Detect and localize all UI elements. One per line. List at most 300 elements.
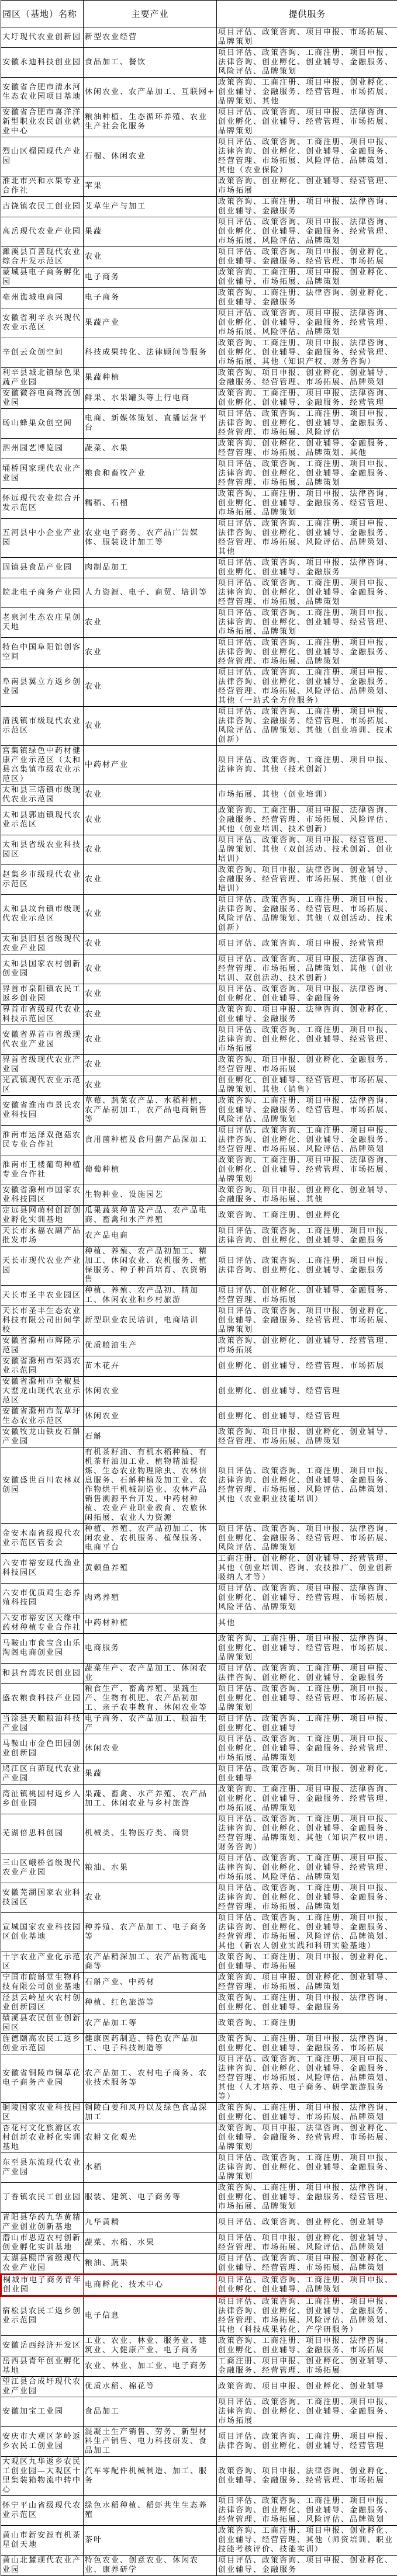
cell-main-industry: 电商服务 — [84, 1634, 217, 1664]
cell-services: 项目评估、政策咨询、项目申报、经营管理 — [217, 934, 397, 954]
cell-services: 项目评估、政策咨询、项目申报、法律咨询、创业孵化、金融服务、经营管理、市场拓展、风险评估、品牌策划 — [217, 1524, 397, 1554]
cell-main-industry: 农业 — [84, 668, 217, 707]
cell-main-industry: 粮油、水果 — [84, 1853, 217, 1883]
cell-main-industry: 服装、建筑、电子商务等 — [84, 2183, 217, 2213]
cell-park-name: 太和县省级农业科技园区 — [1, 835, 84, 865]
cell-park-name: 老泉河生态农庄星创天地 — [1, 608, 84, 638]
table-row — [1, 439, 397, 459]
table-row — [1, 288, 397, 308]
table-row — [1, 2556, 397, 2576]
cell-services: 创业孵化、创业辅导、经营管理、市场拓展、品牌策划、其他（销售） — [217, 1075, 397, 1096]
cell-services: 政策咨询、工商注册、项目申报、法律咨询、创业孵化、创业辅导、金融服务、经营管理、市场拓展、品牌策划 — [217, 1785, 397, 1814]
cell-services: 政策咨询、工商注册 — [217, 2013, 397, 2034]
cell-park-name: 定远县网萌村创新创业孵化实训基地 — [1, 1206, 84, 1226]
cell-services: 项目评估、政策咨询、工商注册、项目申报、法律咨询、创业孵化、创业辅导、金融服务、经营管理、品牌策划、其他（知识产权申请、财务咨询） — [217, 1814, 397, 1853]
table-row — [1, 1096, 397, 1126]
cell-park-name: 盛农粮食科技产业园 — [1, 1684, 84, 1714]
cell-park-name: 太和县郭庙镇现代农业示范区 — [1, 806, 84, 835]
cell-main-industry: 混凝土生产销售、劳务、新型材料生产销售、电力科技研发、食品加工 — [84, 2427, 217, 2457]
table-row — [1, 519, 397, 558]
cell-main-industry: 农业、林业、加工业、电子商务 — [84, 2356, 217, 2377]
table-row — [1, 1613, 397, 1634]
cell-services: 政策咨询、工商注册、项目申报、法律咨询、创业孵化、创业辅导、经营管理、市场拓展、品牌策划 — [217, 1155, 397, 1185]
cell-services: 政策咨询、工商注册、项目申报、法律咨询、创业孵化、创业辅导、金融服务、市场拓展 — [217, 2336, 397, 2356]
cell-main-industry: 农产品加工等 — [84, 2013, 217, 2034]
cell-main-industry: 机械类、生物医疗类、商贸 — [84, 1814, 217, 1853]
table-row — [1, 2254, 397, 2275]
cell-main-industry: 肉鸡养殖 — [84, 1584, 217, 1613]
cell-services: 项目评估、政策咨询、工商注册、项目申报、创业孵化、创业辅导、品牌策划 — [217, 2275, 397, 2296]
cell-services: 项目评估、创业孵化、创业辅导、金融服务、经营管理、市场拓展 — [217, 1286, 397, 1306]
cell-services: 政策咨询、项目申报、创业孵化、创业辅导、经营管理、市场拓展、品牌策划 — [217, 1973, 397, 1993]
cell-park-name: 淮北市兴和水果专业合作社 — [1, 176, 84, 197]
cell-main-industry: 农产品精深加工、农产品物流电商等 — [84, 1952, 217, 1973]
cell-services: 其他 — [217, 1613, 397, 1634]
table-row — [1, 2103, 397, 2123]
cell-park-name: 安徽省合肥市清水河生态农业园项目基地 — [1, 78, 84, 107]
cell-main-industry: 种养殖、农产品加工、电子商务等 — [84, 1913, 217, 1952]
cell-services: 政策咨询、工商注册、项目申报、创业孵化、创业辅导、经营管理、其他（师资培训、职业技能考核评价、技能实训） — [217, 2526, 397, 2556]
cell-services: 项目评估、政策咨询、工商注册、项目申报、法律咨询、创业孵化、创业辅导、金融服务、经营管理、市场拓展、风险评估 — [217, 409, 397, 439]
cell-services: 政策咨询、工商注册、法律咨询、创业孵化、创业辅导、金融服务 — [217, 288, 397, 308]
table-row — [1, 1025, 397, 1055]
table-row — [1, 1524, 397, 1554]
cell-park-name: 安徽盛世百川农林双创园 — [1, 1447, 84, 1524]
table-row — [1, 1447, 397, 1524]
cell-park-name: 安徽牧龙山铁皮石斛产业园 — [1, 1427, 84, 1447]
cell-park-name: 阜南县翼立方返乡创业园 — [1, 668, 84, 707]
cell-park-name: 和县台湾农民创业园 — [1, 1664, 84, 1684]
cell-park-name: 界首市泉阳镇农民工返乡创业园 — [1, 984, 84, 1005]
cell-services: 项目评估、政策咨询、工商注册、项目申报、法律咨询、创业孵化、创业辅导、金融服务、经营管理、市场拓展、风险评估、品牌策划、其他（科技成果转化、产学研服务） — [217, 2296, 397, 2336]
table-body — [1, 27, 397, 2576]
cell-services: 政策咨询、工商注册、项目申报、法律咨询、创业孵化、创业辅导、金融服务 — [217, 1993, 397, 2013]
table-row — [1, 668, 397, 707]
cell-main-industry: 种植、养殖、农产品初、精加工、休闲农业和乡村旅游 — [84, 1286, 217, 1306]
cell-services: 项目评估、政策咨询、项目申报、法律咨询、创业孵化、创业辅导、金融服务 — [217, 558, 397, 578]
cell-park-name: 辛创云众创空间 — [1, 338, 84, 368]
table-row — [1, 1684, 397, 1714]
cell-services: 创业孵化、创业辅导、经营管理 — [217, 1407, 397, 1427]
table-row — [1, 785, 397, 806]
cell-park-name: 五河县中小企业产业园 — [1, 519, 84, 558]
cell-main-industry: 优质水稻、棉花等 — [84, 2377, 217, 2397]
cell-services: 项目评估、政策咨询、工商注册、项目申报、法律咨询、创业孵化、创业辅导、经营管理 — [217, 2427, 397, 2457]
cell-services: 政策咨询、创业孵化、创业辅导、经营管理、市场拓展 — [217, 1336, 397, 1356]
table-row — [1, 2153, 397, 2183]
cell-main-industry: 蔬菜、水稻、水果 — [84, 2233, 217, 2254]
cell-main-industry: 农业 — [84, 806, 217, 835]
table-row — [1, 1005, 397, 1025]
cell-services: 项目评估、政策咨询、工商注册、项目申报、法律咨询、创业孵化、创业辅导、金融服务 — [217, 1664, 397, 1684]
table-row — [1, 268, 397, 288]
table-row — [1, 746, 397, 785]
table-row — [1, 2296, 397, 2336]
cell-park-name: 安徽省铜陵市铜草花电子商务产业园 — [1, 2054, 84, 2103]
cell-services: 项目评估、政策咨询、项目申报、法律咨询、创业孵化、创业辅导、经营管理、市场拓展、风险评估、品牌策划 — [217, 1584, 397, 1613]
cell-main-industry: 新型职业农民培训，电商培训 — [84, 1306, 217, 1336]
cell-main-industry: 肉制品加工 — [84, 558, 217, 578]
cell-services: 项目评估、政策咨询、工商注册、项目申报、法律咨询、创业孵化、创业辅导、金融服务、经营管理、市场拓展、风险评估、品牌策划、其他（人才培养、电子商务、研学旅游服务等） — [217, 2054, 397, 2103]
cell-main-industry: 石斛产业、中药材 — [84, 1973, 217, 1993]
cell-park-name: 鸠江区白茆现代农业产业园 — [1, 1764, 84, 1785]
cell-main-industry: 新型农业经营 — [84, 27, 217, 48]
table-row — [1, 1952, 397, 1973]
cell-park-name: 金安木南省级现代农业示范区管委会 — [1, 1524, 84, 1554]
table-row — [1, 368, 397, 388]
cell-park-name: 十字农业产业化示范区 — [1, 1952, 84, 1973]
table-row — [1, 2183, 397, 2213]
table-row — [1, 2123, 397, 2153]
table-row — [1, 2427, 397, 2457]
cell-services: 政策咨询、项目申报、创业孵化、创业辅导、经营管理、市场拓展、品牌策划 — [217, 1427, 397, 1447]
cell-services: 政策咨询、工商注册、项目申报、创业孵化、创业辅导、金融服务、经营管理、市场拓展、品牌策划、其他 — [217, 78, 397, 107]
cell-main-industry: 种植、红色旅游等 — [84, 1993, 217, 2013]
cell-services: 政策咨询、项目申报、创业孵化、创业辅导、金融服务、经营管理、市场拓展、品牌策划 — [217, 368, 397, 388]
cell-park-name: 古饶镇农民工创业园 — [1, 197, 84, 217]
cell-park-name: 淮南市王楼葡萄种植专业合作社 — [1, 1155, 84, 1185]
cell-main-industry: 果蔬 — [84, 1764, 217, 1785]
table-row — [1, 1306, 397, 1336]
cell-park-name: 马鞍山市金色田园创业创新园 — [1, 1734, 84, 1764]
table-row — [1, 2526, 397, 2556]
cell-main-industry: 瓜果蔬菜种苗及产品、农产品电商、畜禽和水产养殖 — [84, 1206, 217, 1226]
table-row — [1, 1853, 397, 1883]
cell-services: 项目评估、政策咨询、工商注册、项目申报、法律咨询、其他（技术创新） — [217, 746, 397, 785]
cell-park-name: 铜陵国家农业科技园区 — [1, 2103, 84, 2123]
table-row — [1, 217, 397, 247]
cell-main-industry: 休闲农业 — [84, 1734, 217, 1764]
table-row — [1, 1336, 397, 1356]
table-row — [1, 895, 397, 934]
cell-main-industry: 粮食生产、畜禽养殖、果蔬生产、生物有机肥、农产品初加工、亲子农事教育、休闲农业等 — [84, 1684, 217, 1714]
cell-main-industry: 电子信息 — [84, 2296, 217, 2336]
cell-park-name: 皖北电子商务产业园 — [1, 578, 84, 608]
cell-main-industry: 健康医药制造、特色农产品加工、电子科技制造等 — [84, 2034, 217, 2054]
cell-services: 政策咨询、项目申报、创业孵化、创业辅导 — [217, 2377, 397, 2397]
table-row — [1, 1554, 397, 1584]
table-row — [1, 865, 397, 895]
cell-park-name: 怀远现代农业综合开发示范区 — [1, 489, 84, 519]
table-row — [1, 806, 397, 835]
cell-services: 项目评估、政策咨询、工商注册、项目申报、法律咨询、创业孵化、创业辅导、金融服务、经营管理、市场拓展、品牌策划 — [217, 1883, 397, 1913]
cell-park-name: 桐城市电子商务青年创业园 — [1, 2275, 84, 2296]
table-row-highlighted — [1, 2275, 397, 2296]
cell-services: 政策咨询、工商注册、创业孵化 — [217, 1206, 397, 1226]
cell-park-name: 六安市优质鸡生态养殖科技园 — [1, 1584, 84, 1613]
cell-main-industry: 食用菌种植及食用菌产品深加工 — [84, 1126, 217, 1155]
cell-main-industry: 蔬菜、水果 — [84, 439, 217, 459]
cell-main-industry: 草莓、蔬菜农产品、水稻种植，农产品初加工，农产品电商销售等 — [84, 1096, 217, 1126]
cell-main-industry: 农业 — [84, 934, 217, 954]
cell-services: 项目评估、政策咨询、工商注册、项目申报、创业孵化、创业辅导 — [217, 1714, 397, 1734]
cell-park-name: 潜山市思迈农村创新创业孵化实训基地 — [1, 2233, 84, 2254]
cell-services: 项目评估、政策咨询、项目申报、创业孵化、创业辅导、经营管理、市场拓展、品牌策划 — [217, 2254, 397, 2275]
cell-services: 项目评估、政策咨询、项目申报、法律咨询、创业孵化、创业辅导、金融服务、经营管理、市场拓展、风险评估、品牌策划 — [217, 217, 397, 247]
cell-park-name: 三山区峨桥省级现代农业产业园 — [1, 1853, 84, 1883]
table-row — [1, 388, 397, 409]
cell-services: 政策咨询、工商注册、项目申报、法律咨询、创业孵化、创业辅导、市场拓展、品牌策划 — [217, 2103, 397, 2123]
cell-main-industry: 农业电子商务、农产品广告媒体、服装设计加工等 — [84, 519, 217, 558]
cell-services: 政策咨询、工商注册、项目申报、法律咨询、创业孵化、创业辅导、金融服务、市场拓展 — [217, 2034, 397, 2054]
cell-main-industry: 石斛 — [84, 1427, 217, 1447]
cell-park-name: 安徽省淮南市景氏农业科技园 — [1, 1096, 84, 1126]
cell-park-name: 望江县合成圩现代农业产业园 — [1, 2377, 84, 2397]
cell-main-industry: 果蔬产业 — [84, 308, 217, 338]
cell-park-name: 濉溪县百善现代农业综合开发示范区 — [1, 247, 84, 268]
table-row — [1, 1814, 397, 1853]
column-header-industry: 主要产业 — [84, 1, 217, 27]
table-row — [1, 48, 397, 78]
cell-services: 项目评估、政策咨询、项目申报、创业孵化、创业辅导、金融服务、经营管理、市场拓展 — [217, 247, 397, 268]
table-row — [1, 1734, 397, 1764]
cell-park-name: 宣城国家农业科技园区创业基地 — [1, 1913, 84, 1952]
cell-main-industry: 特色农业、创意农业、休闲农业、康养研学 — [84, 2556, 217, 2576]
table-row — [1, 608, 397, 638]
cell-main-industry: 种植、养殖、农产品初加工、休闲农业、农机服务、植保服务、电商平台 — [84, 1524, 217, 1554]
table-row — [1, 1427, 397, 1447]
cell-park-name: 太湖县熙岸省级现代农业产业园 — [1, 2254, 84, 2275]
cell-services: 项目评估、政策咨询、工商注册、项目申报、法律咨询、创业孵化、创业辅导、金融服务、经营管理、市场拓展、品牌策划 — [217, 459, 397, 489]
cell-main-industry: 农业 — [84, 1005, 217, 1025]
cell-park-name: 旌德颐高农民工返乡创业示范园 — [1, 2034, 84, 2054]
cell-park-name: 天长市现代农业产业园 — [1, 1247, 84, 1286]
cell-park-name: 青阳县华药九华黄精产业创业创新基地 — [1, 2213, 84, 2233]
cell-main-industry: 农业 — [84, 247, 217, 268]
cell-services: 政策咨询、工商注册、项目申报、法律咨询、创业孵化、创业辅导、金融服务、经营管理、市场拓展、其他（知识产权、财务咨询） — [217, 338, 397, 368]
cell-main-industry: 果蔬、畜禽、水产养殖、农产品加工、休闲农业与乡村旅游 — [84, 1785, 217, 1814]
cell-services: 政策咨询、创业孵化、创业辅导、经营管理、市场拓展 — [217, 176, 397, 197]
cell-park-name: 蒙城县电子商务孵化园 — [1, 268, 84, 288]
cell-park-name: 界首市省级现代农业科技示范园区 — [1, 1005, 84, 1025]
cell-services: 创业孵化、创业辅导、经营管理 — [217, 1377, 397, 1407]
table-row — [1, 2013, 397, 2034]
cell-park-name: 泗州园艺博览园 — [1, 439, 84, 459]
cell-main-industry: 中药材种植 — [84, 1613, 217, 1634]
table-row — [1, 2213, 397, 2233]
cell-services: 项目评估、政策咨询、项目申报、市场拓展、品牌策划 — [217, 27, 397, 48]
cell-park-name: 安徽岳西经济开发区 — [1, 2336, 84, 2356]
cell-park-name: 安庆市大观区茅岭返乡农民工创业园 — [1, 2427, 84, 2457]
cell-services: 政策咨询、工商注册、项目申报、法律咨询、创业孵化、创业辅导、经营管理、市场拓展、品牌策划 — [217, 1634, 397, 1664]
cell-main-industry: 石榴、休闲农业 — [84, 137, 217, 176]
cell-park-name: 马鞍山市食宝含山乐淘阁电商创业园 — [1, 1634, 84, 1664]
cell-services: 项目评估、政策咨询、工商注册、项目申报、法律咨询、创业孵化、创业辅导、金融服务、风险评估、品牌策划 — [217, 48, 397, 78]
table-row — [1, 338, 397, 368]
table-row — [1, 1356, 397, 1377]
cell-services: 项目评估、政策咨询、工商注册、项目申报、法律咨询、金融服务、经营管理、市场拓展、风险评估、品牌策划、其他（双创活动、技术创新） — [217, 895, 397, 934]
cell-main-industry: 农业 — [84, 785, 217, 806]
cell-main-industry: 粮油、蔬果 — [84, 2254, 217, 2275]
table-row — [1, 2457, 397, 2496]
cell-main-industry: 食品加工 — [84, 2397, 217, 2427]
table-row — [1, 835, 397, 865]
cell-main-industry: 电商、新媒体策划、直播运营平台 — [84, 409, 217, 439]
cell-park-name: 宿松县农民工返乡创业示范园 — [1, 2296, 84, 2336]
cell-main-industry: 电子商务 — [84, 268, 217, 288]
cell-park-name: 埇桥国家现代农业产业园 — [1, 459, 84, 489]
cell-main-industry: 农业 — [84, 707, 217, 746]
cell-main-industry: 铜陵白姜和凤丹以及绿色食品深加工 — [84, 2103, 217, 2123]
table-row — [1, 1377, 397, 1407]
cell-main-industry: 粮食和畜牧产业 — [84, 459, 217, 489]
cell-park-name: 清浅镇市级现代农业示范区 — [1, 707, 84, 746]
cell-services: 项目评估、政策咨询、工商注册、项目申报、法律咨询、创业孵化、创业辅导、金融服务 — [217, 1247, 397, 1286]
cell-park-name: 大圩现代农业创新园 — [1, 27, 84, 48]
cell-main-industry: 农产品加工、农村电子商务、农业技术服务等 — [84, 2054, 217, 2103]
cell-park-name: 黄山北麓现代农业产业园 — [1, 2556, 84, 2576]
cell-main-industry: 农业 — [84, 895, 217, 934]
cell-services: 项目评估、项目申报、创业孵化、创业辅导、经营管理、市场拓展、风险评估、品牌策划 — [217, 2233, 397, 2254]
cell-park-name: 泾县云岭星火农村创业创新园区 — [1, 1993, 84, 2013]
cell-park-name: 安徽微谷电商物流创业园 — [1, 388, 84, 409]
cell-park-name: 芜湖倍思科创园 — [1, 1814, 84, 1853]
cell-main-industry: 农业 — [84, 984, 217, 1005]
cell-main-industry: 九华黄精 — [84, 2213, 217, 2233]
table-row — [1, 137, 397, 176]
cell-main-industry: 科技成果转化、法律顾问等服务 — [84, 338, 217, 368]
cell-services: 项目评估、政策咨询、工商注册、项目申报、法律咨询、创业孵化、创业辅导、金融服务、经营管理、市场拓展、品牌策划 — [217, 578, 397, 608]
table-row — [1, 934, 397, 954]
cell-main-industry: 汽车零配件机械制造、加工、服务 — [84, 2457, 217, 2496]
cell-services: 政策咨询、项目申报、法律咨询、创业孵化、创业辅导、金融服务、经营管理、市场拓展 — [217, 2457, 397, 2496]
cell-services: 项目评估、政策咨询、创业孵化、创业辅导 — [217, 2213, 397, 2233]
cell-services: 项目评估、政策咨询、工商注册、项目申报、法律咨询、创业孵化、创业辅导、金融服务、经营管理、市场拓展、风险评估、品牌策划、其他（新农人创业实践和科研实验基地） — [217, 1913, 397, 1952]
table-row — [1, 578, 397, 608]
table-row — [1, 1226, 397, 1247]
cell-services: 政策咨询、创业孵化、创业辅导、金融服务、经营管理、市场拓展、品牌策划、其他 — [217, 439, 397, 459]
cell-main-industry: 有机茶籽油、有机水稻种植、有机茶籽油加工业、植物精油提炼、生态农业物理除虫、农林信息服务、石斛种植及加工业、农作物烘干机械制造业、农林产品销售溯源平台开发、中药材种植、农业产业职业教育、农旅休闲拓展、农业人力资源 — [84, 1447, 217, 1524]
table-row — [1, 1407, 397, 1427]
cell-park-name: 安徽省滁州市国家农业科技园区 — [1, 1185, 84, 1206]
cell-services: 项目评估、政策咨询、工商注册、项目申报、法律咨询、金融服务、经营管理、市场拓展、风险评估、品牌策划、其他（创业培训、技术创新） — [217, 707, 397, 746]
cell-park-name: 太和县坟台镇市级现代农业示范区 — [1, 895, 84, 934]
cell-main-industry: 农耕文化观光 — [84, 2123, 217, 2153]
cell-services: 项目评估、政策咨询、项目申报、法律咨询、创业孵化、创业辅导、金融服务、经营管理、市场拓展、风险评估、品牌策划 — [217, 308, 397, 338]
cell-park-name: 安徽省界首市省级现代农业产业园 — [1, 1025, 84, 1055]
cell-park-name: 湾沚镇桃园村返乡入乡创业园 — [1, 1785, 84, 1814]
table-row — [1, 954, 397, 984]
table-row — [1, 308, 397, 338]
table-row — [1, 2233, 397, 2254]
cell-park-name: 太和县三塔镇市级现代农业示范园 — [1, 785, 84, 806]
cell-park-name: 天长市圣丰生态农业科技有限公司田间学校 — [1, 1306, 84, 1336]
cell-park-name: 宁国市皖斛堂生物科技有限公司创业基地 — [1, 1973, 84, 1993]
cell-park-name: 丁香镇农民工创业园 — [1, 2183, 84, 2213]
cell-services: 政策咨询、项目申报、法律咨询、创业辅导、金融服务、经营管理、市场拓展、其他（创业培训） — [217, 865, 397, 895]
cell-main-industry: 农业 — [84, 835, 217, 865]
cell-park-name: 安徽永迪科技创业园 — [1, 48, 84, 78]
table-row — [1, 1714, 397, 1734]
cell-services: 创业孵化、创业辅导、经营管理、市场拓展 — [217, 1356, 397, 1377]
table-row — [1, 1973, 397, 1993]
table-row — [1, 459, 397, 489]
cell-services: 项目评估、政策咨询、项目申报、法律咨询、创业孵化、创业辅导、经营管理、市场拓展、品牌策划 — [217, 107, 397, 137]
cell-park-name: 当涂县天顺粮油科技产业园 — [1, 1714, 84, 1734]
cell-services: 政策咨询、项目申报、法律咨询、创业孵化、创业辅导、金融服务 — [217, 1005, 397, 1025]
cell-park-name: 安徽加宝工业园 — [1, 2397, 84, 2427]
cell-main-industry: 工业、农业、林业、服务业、建筑业、大健康产业、电子商务 — [84, 2336, 217, 2356]
cell-main-industry: 果蔬种植 — [84, 368, 217, 388]
table-row — [1, 2034, 397, 2054]
cell-park-name: 淮南市运泽双孢菇农民专业合作社 — [1, 1126, 84, 1155]
cell-park-name: 怀宁平山省级现代农业示范区 — [1, 2496, 84, 2526]
cell-services: 项目评估、政策咨询、工商注册、项目申报、法律咨询、创业孵化、创业辅导、金融服务、经营管理、市场拓展、风险评估、品牌策划 — [217, 2496, 397, 2526]
cell-main-industry: 水稻 — [84, 2153, 217, 2183]
cell-main-industry: 农业 — [84, 1055, 217, 1075]
table-row — [1, 2377, 397, 2397]
table-row — [1, 1075, 397, 1096]
cell-main-industry: 农业 — [84, 608, 217, 638]
table-row — [1, 107, 397, 137]
table-row — [1, 1247, 397, 1286]
cell-services: 政策咨询、项目申报、法律咨询、创业孵化、创业辅导、金融服务、经营管理、市场拓展、品牌策划 — [217, 2123, 397, 2153]
cell-services: 项目评估、政策咨询、工商注册、项目申报、法律咨询、创业孵化、创业辅导、金融服务、经营管理、市场拓展、品牌策划 — [217, 638, 397, 668]
cell-park-name: 六安市裕安现代渔业科技园区 — [1, 1554, 84, 1584]
cell-main-industry: 农业 — [84, 1883, 217, 1913]
cell-park-name: 利辛县城北镇绿色果蔬产业园 — [1, 368, 84, 388]
table-row — [1, 1584, 397, 1613]
cell-park-name: 安徽省利辛永兴现代农业示范区 — [1, 308, 84, 338]
cell-services: 市场拓展、其他（创业培训） — [217, 785, 397, 806]
table-row — [1, 1883, 397, 1913]
table-row — [1, 176, 397, 197]
cell-main-industry: 黄颡鱼养殖 — [84, 1554, 217, 1584]
cell-services: 政策咨询、工商注册、项目申报、法律咨询、创业辅导、金融服务、经营管理、市场拓展、风险评估、品牌策划 — [217, 1096, 397, 1126]
table-row — [1, 197, 397, 217]
table-row — [1, 638, 397, 668]
cell-park-name: 岳西县青年创业孵化基地 — [1, 2356, 84, 2377]
cell-services: 项目评估、政策咨询、工商注册、项目申报、创业孵化、创业辅导、金融服务、经营管理、市场拓展、品牌策划 — [217, 1734, 397, 1764]
cell-park-name: 太和县旧县省级现代农业产业园 — [1, 934, 84, 954]
cell-services: 项目评估、政策咨询、工商注册、项目申报、法律咨询、创业孵化、创业辅导、金融服务、经营管理、市场拓展、风险评估、品牌策划、其他（农业保险） — [217, 137, 397, 176]
column-header-name: 园区（基地）名称 — [1, 1, 84, 27]
cell-main-industry: 苗木花卉 — [84, 1356, 217, 1377]
cell-main-industry: 农业 — [84, 1025, 217, 1055]
cell-park-name: 安徽省滁州市荒草圩生态农业示范区 — [1, 1407, 84, 1427]
cell-main-industry: 农业 — [84, 1075, 217, 1096]
table-row — [1, 1664, 397, 1684]
table-row — [1, 1785, 397, 1814]
cell-main-industry: 鲜果、水果罐头等上行电商 — [84, 388, 217, 409]
table-row — [1, 409, 397, 439]
cell-main-industry: 休闲农业、农产品加工、互联网+ — [84, 78, 217, 107]
cell-park-name: 高岳现代农业产业园 — [1, 217, 84, 247]
table-row — [1, 1913, 397, 1952]
cell-park-name: 太和县国家农村创新创业园 — [1, 954, 84, 984]
table-row — [1, 1206, 397, 1226]
cell-park-name: 大观区九华返乡农民工创业园—大观区十里集装箱物流中转中心 — [1, 2457, 84, 2496]
cell-services: 政策咨询、工商注册、项目申报、创业孵化、创业辅导、市场拓展 — [217, 1952, 397, 1973]
cell-main-industry: 粮油种植、生态循环养殖、农业生产社会化服务 — [84, 107, 217, 137]
cell-main-industry: 果蔬 — [84, 217, 217, 247]
cell-park-name: 安徽省滁州市辉隆示范园 — [1, 1336, 84, 1356]
cell-park-name: 安徽芜湖国家农业科技园区 — [1, 1883, 84, 1913]
cell-main-industry: 农业 — [84, 638, 217, 668]
cell-park-name: 光武镇现代农业示范区 — [1, 1075, 84, 1096]
table-row — [1, 78, 397, 107]
cell-main-industry: 电商孵化、技术中心 — [84, 2275, 217, 2296]
cell-main-industry: 生物种业、设施园艺 — [84, 1185, 217, 1206]
table-row — [1, 2356, 397, 2377]
table-row — [1, 489, 397, 519]
cell-park-name: 亳州谯城电商园 — [1, 288, 84, 308]
cell-services: 项目评估、政策咨询、工商注册、项目申报、法律咨询、创业孵化、创业辅导、金融服务、经营管理、市场拓展、风险评估、品牌策划、其他（一站式全方位服务） — [217, 668, 397, 707]
cell-services: 项目评估、政策咨询、工商注册、项目申报、创业孵化、创业辅导、经营管理、市场拓展、品牌策划 — [217, 1684, 397, 1714]
cell-main-industry: 中药材产业 — [84, 746, 217, 785]
cell-main-industry: 优质粮油生产 — [84, 1336, 217, 1356]
table-row — [1, 2397, 397, 2427]
